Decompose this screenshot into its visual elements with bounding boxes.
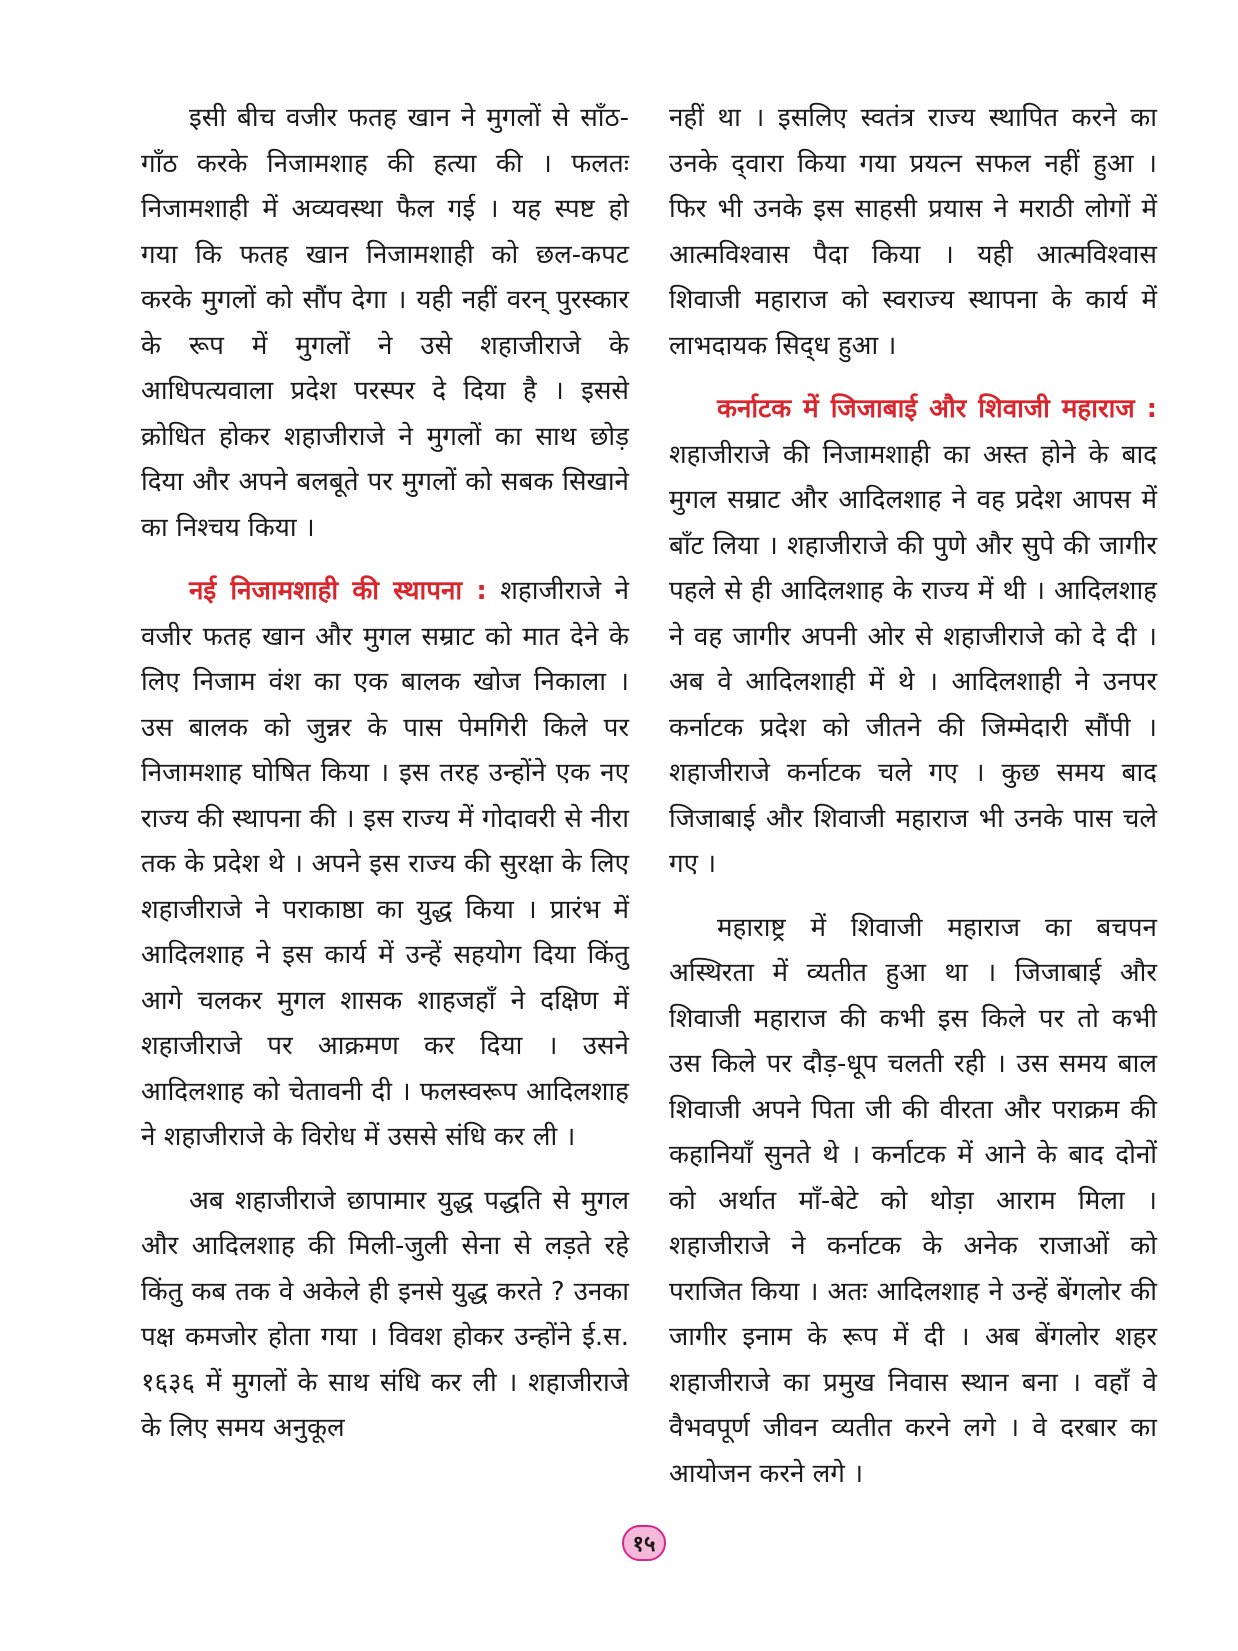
paragraph [669, 96, 1157, 369]
page-number: १५ [622, 1525, 666, 1561]
paragraph-text: नहीं था । इसलिए स्वतंत्र राज्य स्थापित करने का उनके द्‌वारा किया गया प्रयत्न सफल नहीं हुआ । फिर भी उनके इस साहसी प्रयास ने मराठी लोगों में आत्मविश्वास पैदा किया । यही आत्मविश्वास शिवाजी महाराज को स्वराज्य स्थापना के कार्य में लाभदायक सिद्‌ध हुआ । [669, 103, 1157, 361]
paragraph-text: महाराष्ट्र में शिवाजी महाराज का बचपन अस्थिरता में व्यतीत हुआ था । जिजाबाई और शिवाजी महाराज की कभी इस किले पर तो कभी उस किले पर दौड़-धूप चलती रही । उस समय बाल शिवाजी अपने पिता जी की वीरता और पराक्रम की कहानियाँ सुनते थे । कर्नाटक में आने के बाद दोनों को अर्थात माँ-बेटे को थोड़ा आराम मिला । शहाजीराजे ने कर्नाटक के अनेक राजाओं को पराजित किया । अतः आदिलशाह ने उन्हें बेंगलोर की जागीर इनाम के रूप में दी । अब बेंगलोर शहर शहाजीराजे का प्रमुख निवास स्थान बना । वहाँ वे वैभवपूर्ण जीवन व्यतीत करने लगे । वे दरबार का आयोजन करने लगे । [669, 912, 1157, 1489]
paragraph [141, 96, 629, 551]
paragraph-text: शहाजीराजे की निजामशाही का अस्त होने के बाद मुगल सम्राट और आदिलशाह ने वह प्रदेश आपस में बाँट लिया । शहाजीराजे की पुणे और सुपे की जागीर पहले से ही आदिलशाह के राज्य में थी । आदिलशाह ने वह जागीर अपनी ओर से शहाजीराजे को दे दी । अब वे आदिलशाही में थे । आदिलशाही ने उनपर कर्नाटक प्रदेश को जीतने की जिम्मेदारी सौंपी । शहाजीराजे कर्नाटक चले गए । कुछ समय बाद जिजाबाई और शिवाजी महाराज भी उनके पास चले गए । [669, 439, 1157, 879]
right-column [669, 96, 1157, 1515]
left-column [141, 96, 629, 1470]
paragraph [141, 569, 629, 1161]
paragraph [141, 1179, 629, 1452]
section-heading-new-nizamshahi: नई निजामशाही की स्थापना : [189, 576, 487, 606]
paragraph-text: अब शहाजीराजे छापामार युद्ध पद्धति से मुगल और आदिलशाह की मिली-जुली सेना से लड़ते रहे किंतु कब तक वे अकेले ही इनसे युद्ध करते ? उनका पक्ष कमजोर होता गया । विवश होकर उन्होंने ई.स. १६३६ में मुगलों के साथ संधि कर ली । शहाजीराजे के लिए समय अनुकूल [141, 1185, 629, 1443]
section-heading-karnataka: कर्नाटक में जिजाबाई और शिवाजी महाराज : [717, 394, 1157, 424]
paragraph [669, 906, 1157, 1498]
paragraph-text: शहाजीराजे ने वजीर फतह खान और मुगल सम्राट को मात देने के लिए निजाम वंश का एक बालक खोज निकाला । उस बालक को जुन्नर के पास पेमगिरी किले पर निजामशाह घोषित किया । इस तरह उन्होंने एक नए राज्य की स्थापना की । इस राज्य में गोदावरी से नीरा तक के प्रदेश थे । अपने इस राज्य की सुरक्षा के लिए शहाजीराजे ने पराकाष्ठा का युद्ध किया । प्रारंभ में आदिलशाह ने इस कार्य में उन्हें सहयोग दिया किंतु आगे चलकर मुगल शासक शाहजहाँ ने दक्षिण में शहाजीराजे पर आक्रमण कर दिया । उसने आदिलशाह को चेतावनी दी । फलस्वरूप आदिलशाह ने शहाजीराजे के विरोध में उससे संधि कर ली । [141, 576, 630, 1152]
paragraph [669, 387, 1157, 888]
paragraph-text: इसी बीच वजीर फतह खान ने मुगलों से साँठ-गाँठ करके निजामशाह की हत्या की । फलतः निजामशाही में अव्यवस्था फैल गई । यह स्पष्ट हो गया कि फतह खान निजामशाही को छल-कपट करके मुगलों को सौंप देगा । यही नहीं वरन् पुरस्कार के रूप में मुगलों ने उसे शहाजीराजे के आधिपत्यवाला प्रदेश परस्पर दे दिया है । इससे क्रोधित होकर शहाजीराजे ने मुगलों का साथ छोड़ दिया और अपने बलबूते पर मुगलों को सबक सिखाने का निश्चय किया । [141, 103, 629, 543]
